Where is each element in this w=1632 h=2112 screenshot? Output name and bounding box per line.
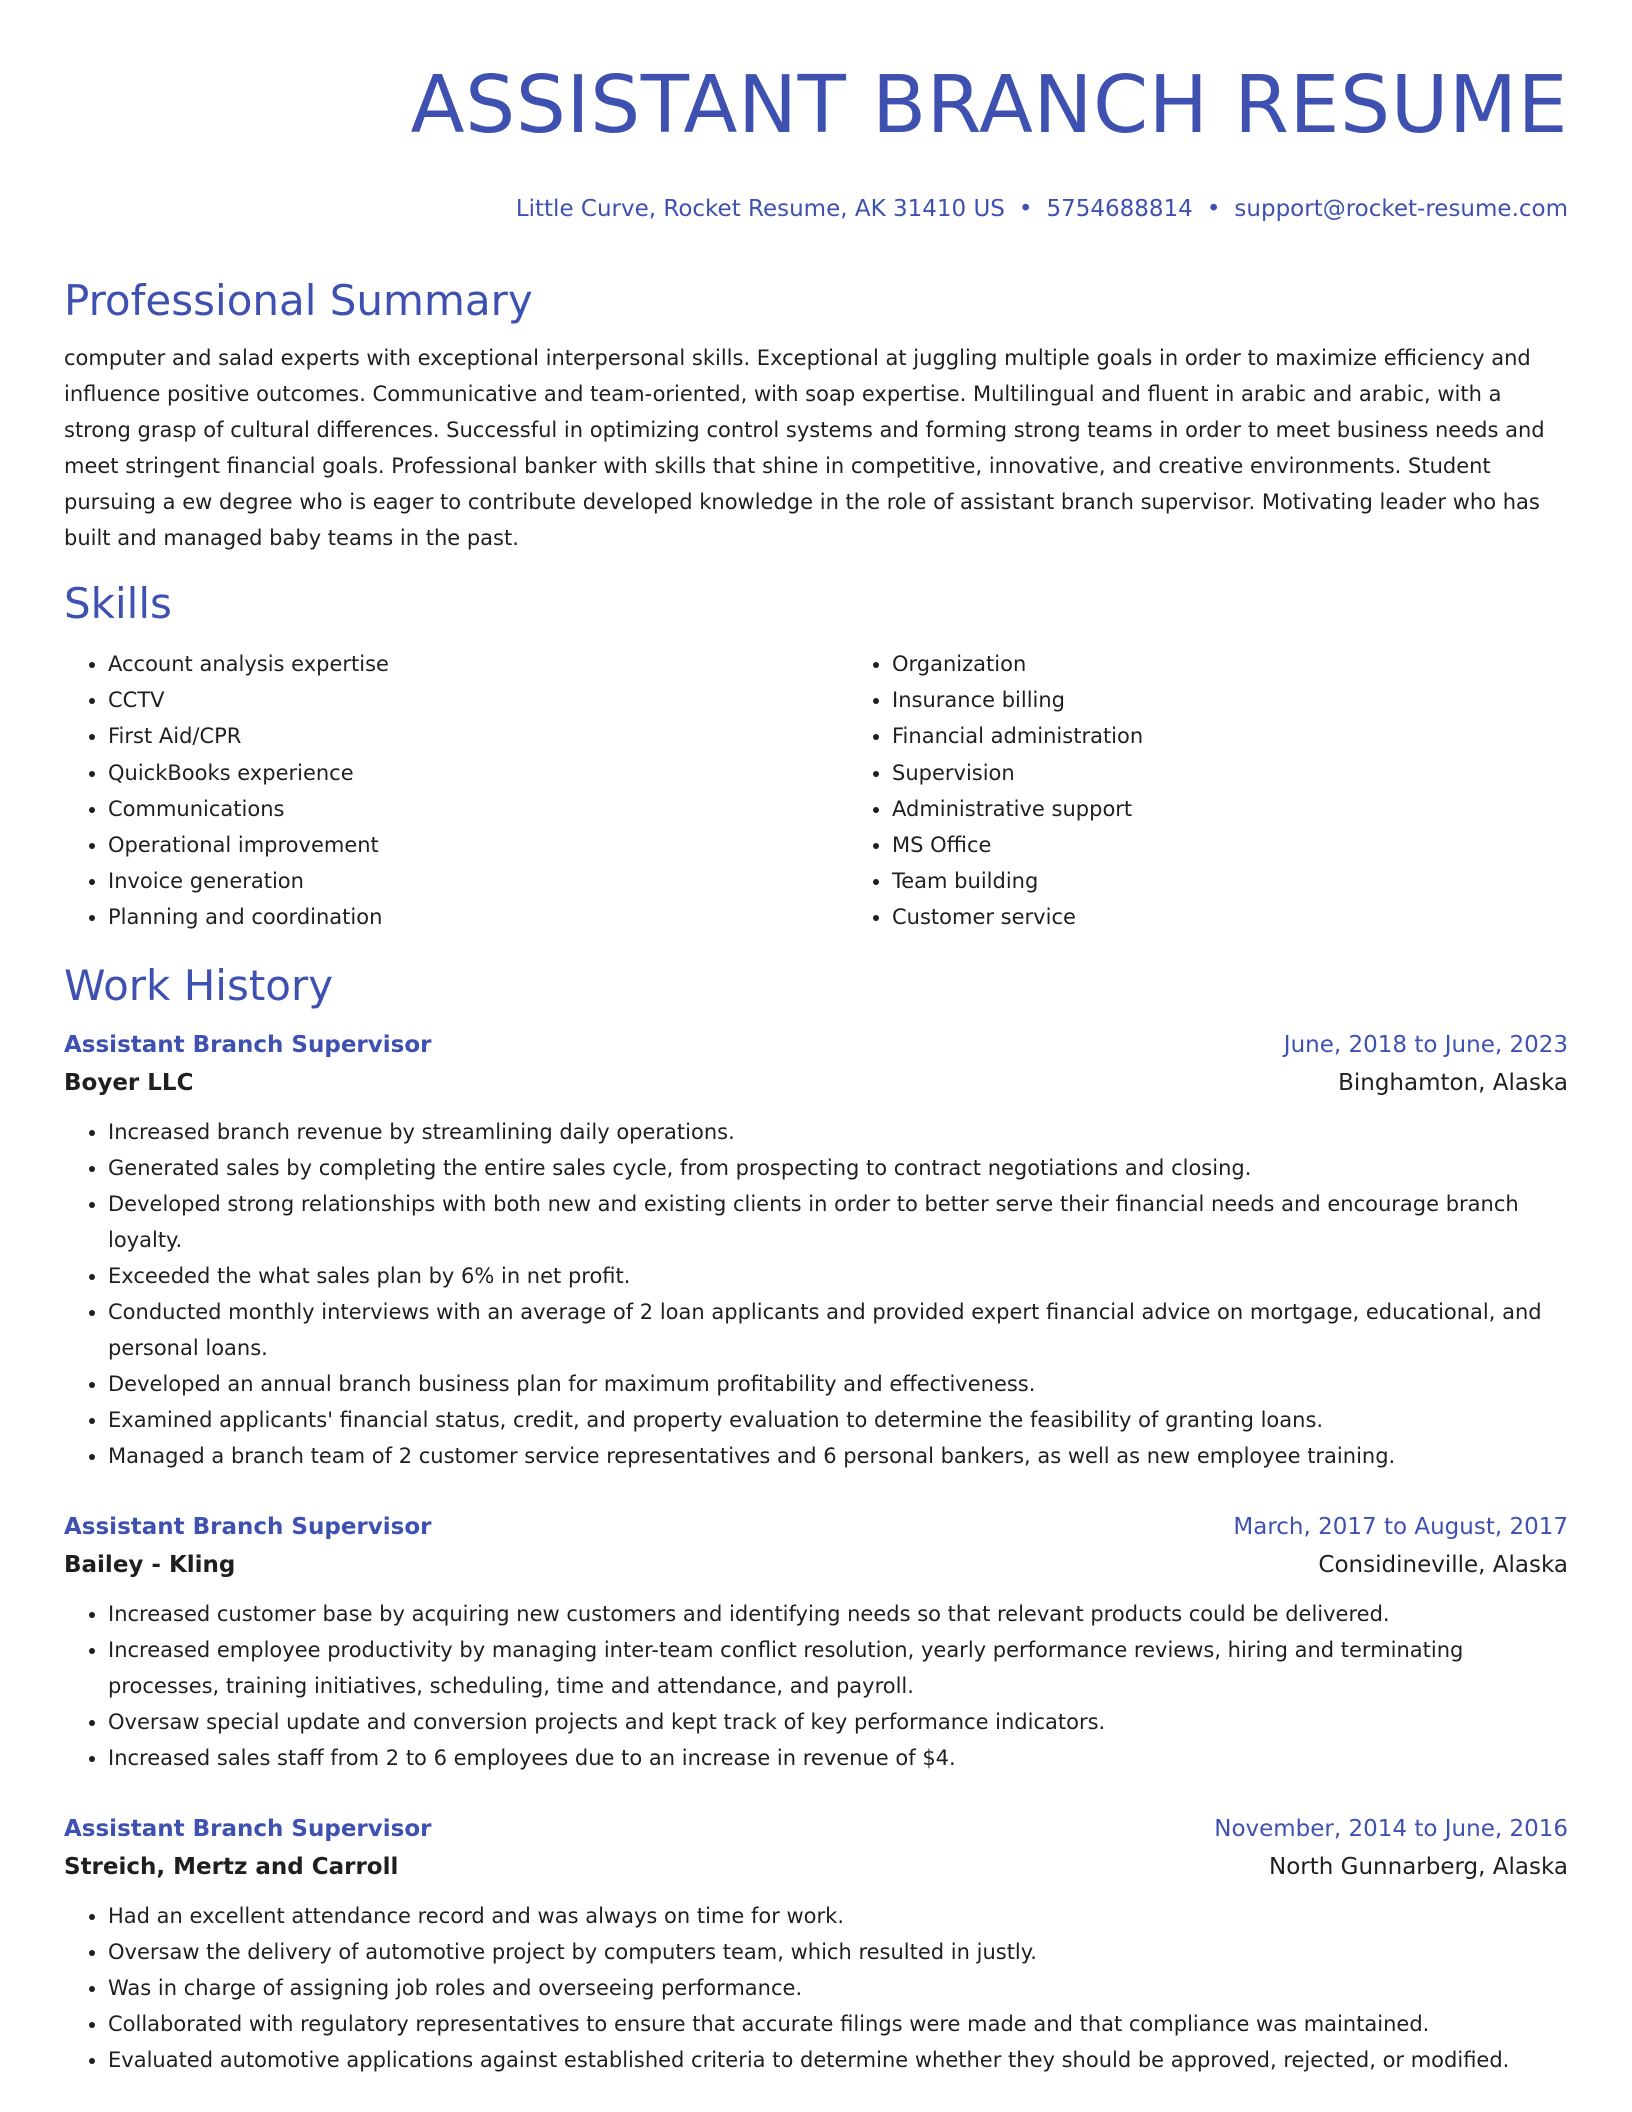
- job-company: Streich, Mertz and Carroll: [64, 1853, 399, 1880]
- skill-item: • Customer service: [892, 899, 1143, 935]
- job-subheader: [64, 1064, 1568, 1102]
- skill-item: • Team building: [892, 863, 1143, 899]
- job-bullet: • Increased customer base by acquiring new customers and identifying needs so that relevant products could be delivered.: [108, 1596, 1568, 1632]
- job-role: Assistant Branch Supervisor: [64, 1815, 432, 1842]
- skill-item: • Invoice generation: [108, 863, 848, 899]
- summary-heading: Professional Summary: [64, 276, 533, 325]
- job-bullet: • Increased branch revenue by streamlining daily operations.: [108, 1114, 1568, 1150]
- job-bullets: [64, 1114, 1568, 1474]
- job-location: Considineville, Alaska: [1318, 1551, 1568, 1578]
- job-bullet: • Managed a branch team of 2 customer service representatives and 6 personal bankers, as well as new employee training.: [108, 1438, 1568, 1474]
- job-dates: November, 2014 to June, 2016: [1214, 1815, 1568, 1842]
- contact-separator: •: [1206, 196, 1221, 222]
- skill-item: • Planning and coordination: [108, 899, 848, 935]
- skill-item: • Communications: [108, 791, 848, 827]
- job-bullet: • Evaluated automotive applications against established criteria to determine whether they should be approved, rejected, or modified.: [108, 2042, 1568, 2078]
- job-entry: [64, 1026, 1568, 1474]
- skill-item: • Operational improvement: [108, 827, 848, 863]
- work-history-heading: Work History: [64, 960, 334, 1010]
- skills-column-left: [64, 646, 848, 936]
- skills-heading: Skills: [64, 579, 172, 628]
- summary-text: computer and salad experts with exceptional interpersonal skills. Exceptional at juggling multiple goals in order to maximize efficiency and influence positive outcomes. Communicative and team-oriented, with soap expertise. Multilingual and fluent in arabic and arabic, with a strong grasp of cultural differences. Successful in optimizing control systems and forming strong teams in order to meet business needs and meet stringent financial goals. Professional banker with skills that shine in competitive, innovative, and creative environments. Student pursuing a ew degree who is eager to contribute developed knowledge in the role of assistant branch supervisor. Motivating leader who has built and managed baby teams in the past.: [64, 346, 1545, 550]
- job-company: Boyer LLC: [64, 1069, 194, 1096]
- skill-item: • First Aid/CPR: [108, 718, 848, 754]
- skill-item: • Financial administration: [892, 718, 1143, 754]
- job-bullet: • Exceeded the what sales plan by 6% in net profit.: [108, 1258, 1568, 1294]
- skill-item: • Administrative support: [892, 791, 1143, 827]
- job-bullets: [64, 1596, 1568, 1776]
- job-role: Assistant Branch Supervisor: [64, 1513, 432, 1540]
- job-bullet: • Conducted monthly interviews with an average of 2 loan applicants and provided expert financial advice on mortgage, educational, and personal loans.: [108, 1294, 1568, 1366]
- job-bullets: [64, 1898, 1568, 2078]
- job-bullet: • Was in charge of assigning job roles and overseeing performance.: [108, 1970, 1568, 2006]
- job-entry: [64, 1810, 1568, 2078]
- job-header: [64, 1810, 1568, 1848]
- resume-header: [64, 55, 1568, 224]
- skill-item: • Account analysis expertise: [108, 646, 848, 682]
- skill-item: • Organization: [892, 646, 1143, 682]
- job-bullet: • Developed an annual branch business plan for maximum profitability and effectiveness.: [108, 1366, 1568, 1402]
- job-bullet: • Increased employee productivity by managing inter-team conflict resolution, yearly performance reviews, hiring and terminating processes, training initiatives, scheduling, time and attendance, and payroll.: [108, 1632, 1568, 1704]
- contact-address: Little Curve, Rocket Resume, AK 31410 US: [515, 196, 1005, 222]
- job-header: [64, 1026, 1568, 1064]
- job-bullet: • Oversaw special update and conversion projects and kept track of key performance indicators.: [108, 1704, 1568, 1740]
- skill-item: • Insurance billing: [892, 682, 1143, 718]
- job-dates: June, 2018 to June, 2023: [1283, 1031, 1568, 1058]
- job-bullet: • Generated sales by completing the entire sales cycle, from prospecting to contract negotiations and closing.: [108, 1150, 1568, 1186]
- job-subheader: [64, 1546, 1568, 1584]
- contact-phone: 5754688814: [1046, 196, 1193, 222]
- job-header: [64, 1508, 1568, 1546]
- job-bullet: • Oversaw the delivery of automotive project by computers team, which resulted in justly.: [108, 1934, 1568, 1970]
- job-company: Bailey - Kling: [64, 1551, 236, 1578]
- skill-item: • MS Office: [892, 827, 1143, 863]
- job-location: North Gunnarberg, Alaska: [1269, 1853, 1568, 1880]
- skill-item: • QuickBooks experience: [108, 755, 848, 791]
- job-bullet: • Developed strong relationships with both new and existing clients in order to better serve their financial needs and encourage branch loyalty.: [108, 1186, 1568, 1258]
- job-role: Assistant Branch Supervisor: [64, 1031, 432, 1058]
- job-subheader: [64, 1848, 1568, 1886]
- job-bullet: • Collaborated with regulatory representatives to ensure that accurate filings were made and that compliance was maintained.: [108, 2006, 1568, 2042]
- resume-name: ASSISTANT BRANCH RESUME: [410, 59, 1568, 151]
- job-bullet: • Had an excellent attendance record and was always on time for work.: [108, 1898, 1568, 1934]
- skill-item: • Supervision: [892, 755, 1143, 791]
- contact-email: support@rocket-resume.com: [1234, 196, 1568, 222]
- job-location: Binghamton, Alaska: [1338, 1069, 1568, 1096]
- job-dates: March, 2017 to August, 2017: [1233, 1513, 1568, 1540]
- job-entry: [64, 1508, 1568, 1776]
- contact-line: [64, 194, 1568, 224]
- skills-column-right: [848, 646, 1143, 936]
- job-bullet: • Examined applicants' financial status, credit, and property evaluation to determine the feasibility of granting loans.: [108, 1402, 1568, 1438]
- job-bullet: • Increased sales staff from 2 to 6 employees due to an increase in revenue of $4.: [108, 1740, 1568, 1776]
- contact-separator: •: [1018, 196, 1033, 222]
- skills-list: [64, 646, 1568, 936]
- skill-item: • CCTV: [108, 682, 848, 718]
